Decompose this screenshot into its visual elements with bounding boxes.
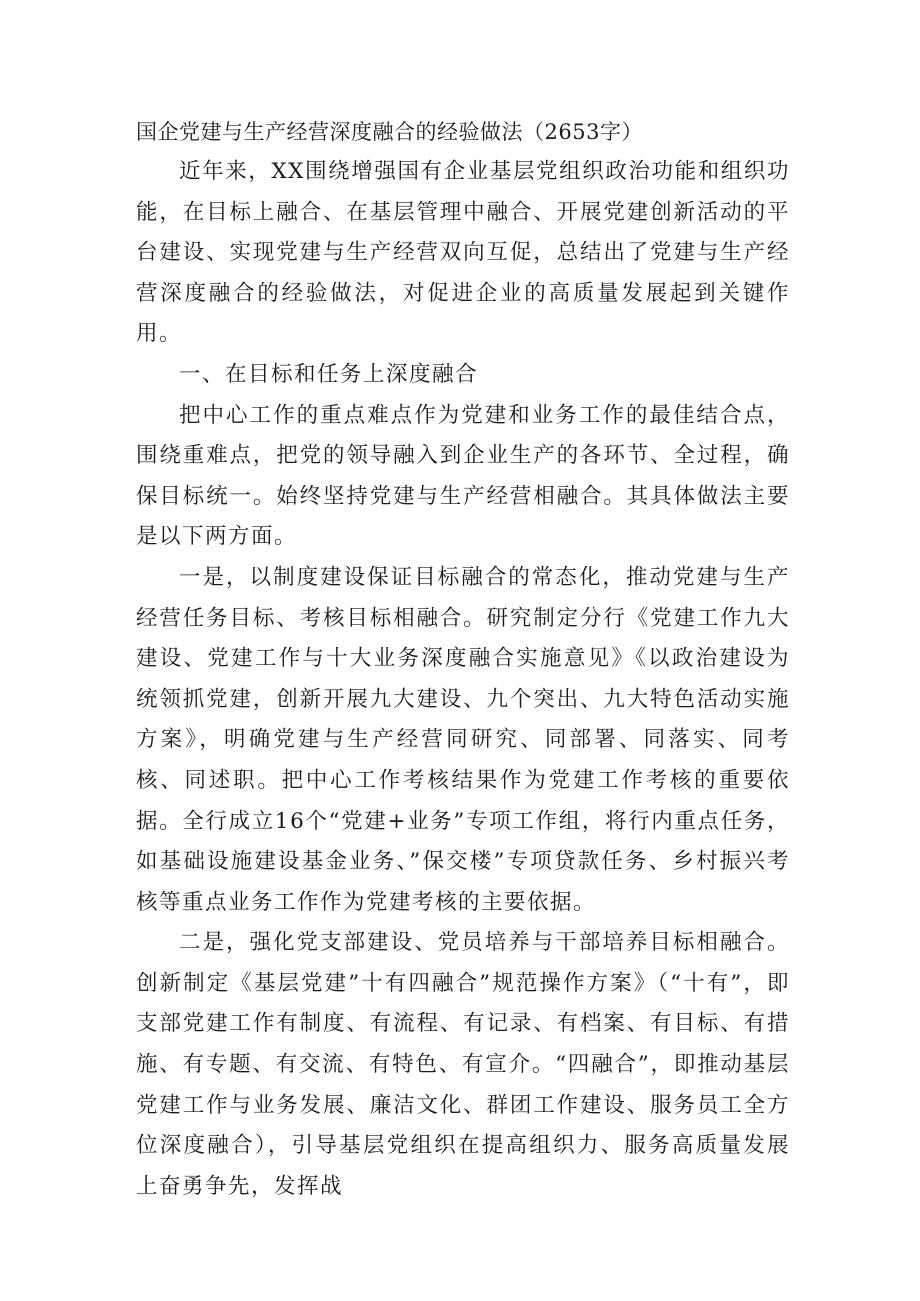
section-paragraph-3: 二是，强化党支部建设、党员培养与干部培养目标相融合。创新制定《基层党建”十有四融合”规范操作方案》（“十有”，即支部党建工作有制度、有流程、有记录、有档案、有目标、有措施、有专题、有交流、有特色、有宣介。“四融合”，即推动基层党建工作与业务发展、廉洁文化、群团工作建设、服务员工全方位深度融合），引导基层党组织在提高组织力、服务高质量发展上奋勇争先，发挥战 (136, 930, 790, 1199)
section-paragraph-1: 把中心工作的重点难点作为党建和业务工作的最佳结合点，围绕重难点，把党的领导融入到企业生产的各环节、全过程，确保目标统一。始终坚持党建与生产经营相融合。其具体做法主要是以下两方面。 (136, 402, 790, 550)
document-title: 国企党建与生产经营深度融合的经验做法（2653字） (136, 120, 643, 144)
document-body (136, 112, 790, 1207)
section-paragraph-2: 一是，以制度建设保证目标融合的常态化，推动党建与生产经营任务目标、考核目标相融合。研究制定分行《党建工作九大建设、党建工作与十大业务深度融合实施意见》《以政治建设为统领抓党建，创新开展九大建设、九个突出、九大特色活动实施方案》，明确党建与生产经营同研究、同部署、同落实、同考核、同述职。把中心工作考核结果作为党建工作考核的重要依据。全行成立16个“党建+业务”专项工作组，将行内重点任务，如基础设施建设基金业务、”保交楼”专项贷款任务、乡村振兴考核等重点业务工作作为党建考核的主要依据。 (136, 564, 790, 915)
section-heading: 一、在目标和任务上深度融合 (179, 361, 479, 387)
intro-paragraph: 近年来，XX围绕增强国有企业基层党组织政治功能和组织功能，在目标上融合、在基层管理中融合、开展党建创新活动的平台建设、实现党建与生产经营双向互促，总结出了党建与生产经营深度融合的经验做法，对促进企业的高质量发展起到关键作用。 (136, 159, 790, 347)
